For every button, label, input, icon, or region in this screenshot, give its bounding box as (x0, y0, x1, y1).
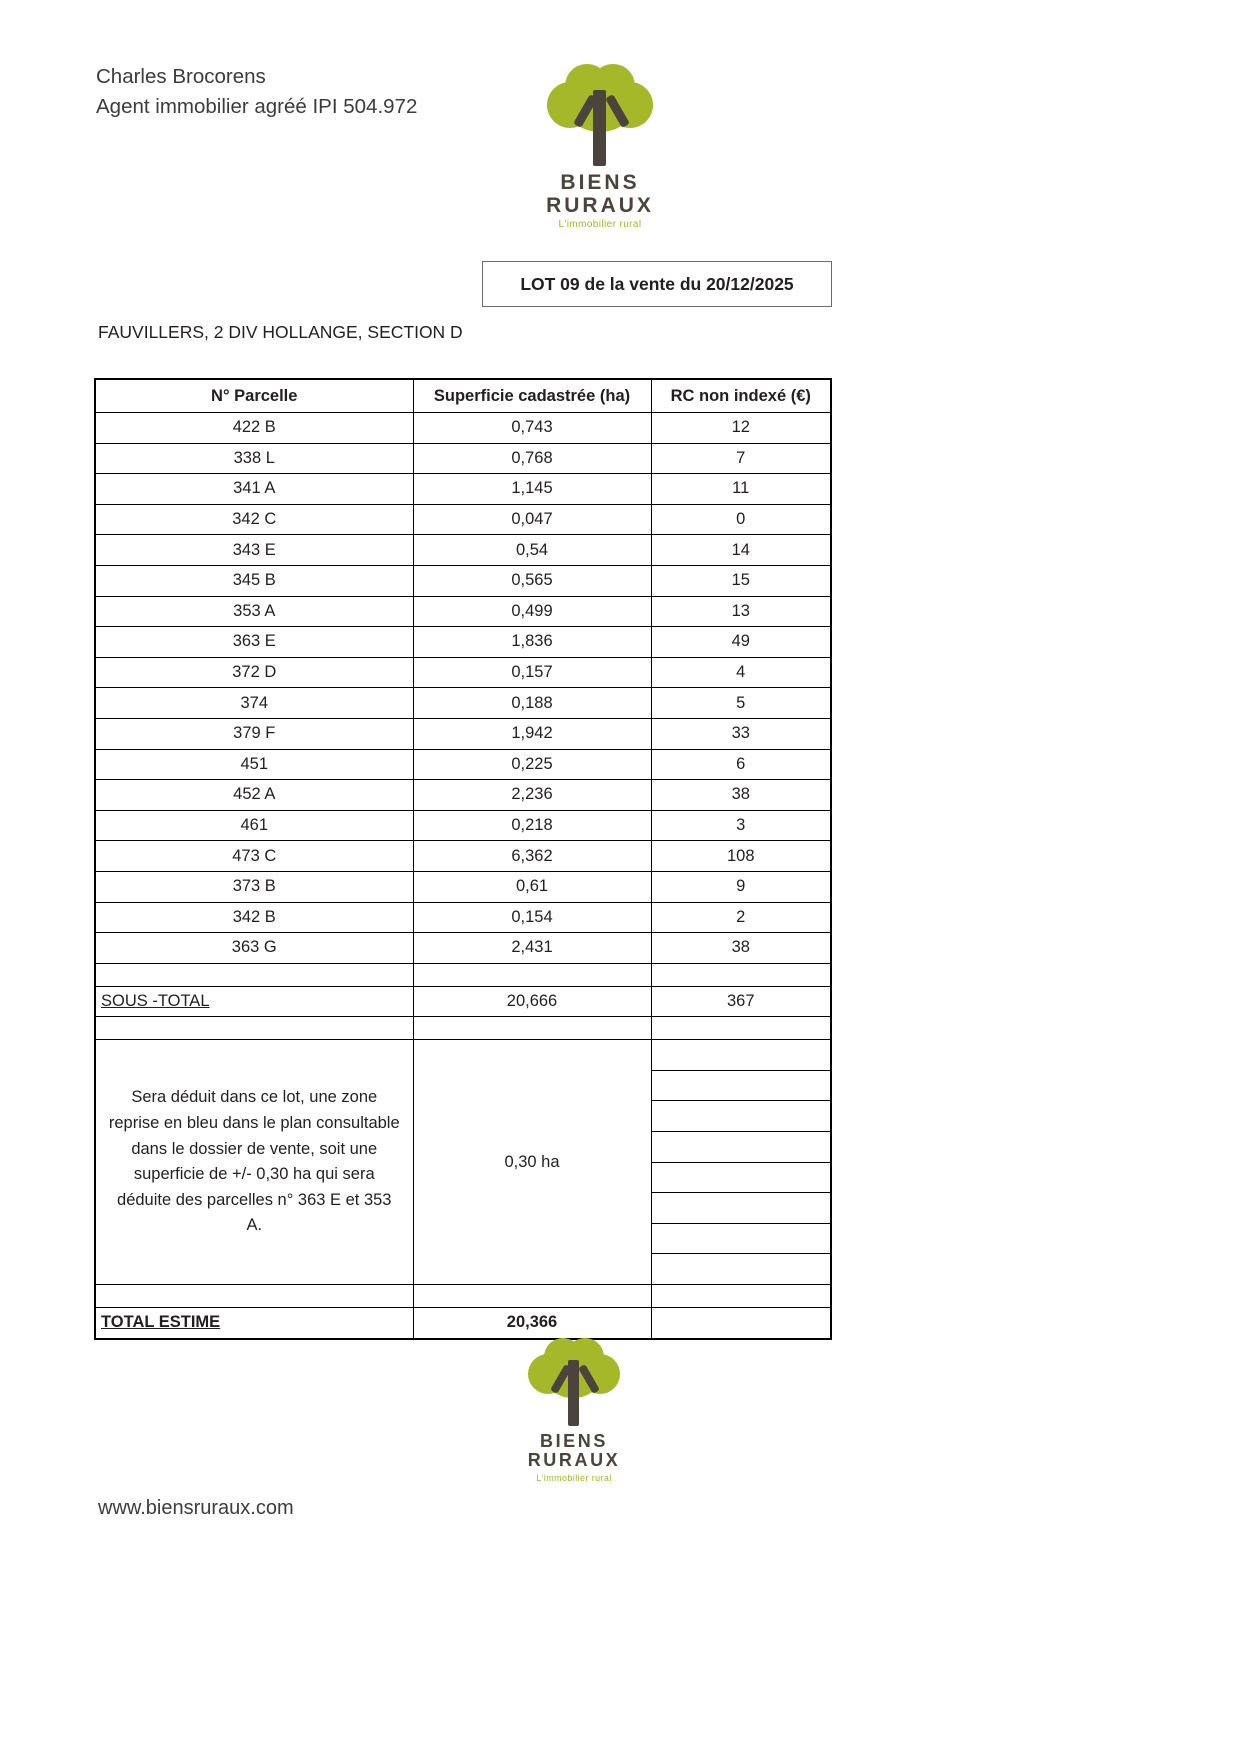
tree-icon (545, 64, 655, 172)
cell-parcelle: 379 F (95, 718, 413, 749)
cell-parcelle: 341 A (95, 474, 413, 505)
table-header-row (95, 379, 831, 413)
cell-superficie: 0,565 (413, 565, 651, 596)
total-rc (651, 1308, 831, 1339)
cell-superficie: 0,225 (413, 749, 651, 780)
footer-logo (474, 1338, 674, 1483)
cell-superficie: 0,047 (413, 504, 651, 535)
cell-superficie: 1,145 (413, 474, 651, 505)
cell-superficie: 0,54 (413, 535, 651, 566)
agent-name: Charles Brocorens (96, 65, 266, 88)
cell-superficie: 1,836 (413, 627, 651, 658)
cell-superficie: 0,188 (413, 688, 651, 719)
footer-logo-name-line1: BIENS (539, 1431, 608, 1451)
table-row (95, 871, 831, 902)
table-spacer-row (95, 1285, 831, 1308)
table-spacer-row (95, 963, 831, 986)
company-logo (530, 64, 670, 230)
cell-parcelle: 342 C (95, 504, 413, 535)
cell-rc: 7 (651, 443, 831, 474)
cell-parcelle: 342 B (95, 902, 413, 933)
cell-superficie: 0,61 (413, 871, 651, 902)
lot-title-text: LOT 09 de la vente du 20/12/2025 (520, 273, 794, 294)
lot-title-box (482, 261, 832, 307)
table-row (95, 565, 831, 596)
logo-name-line2: RURAUX (546, 193, 654, 217)
cell-parcelle: 363 E (95, 627, 413, 658)
cell-rc: 9 (651, 871, 831, 902)
column-header-superficie: Superficie cadastrée (ha) (413, 379, 651, 413)
total-row (95, 1308, 831, 1339)
cell-rc: 49 (651, 627, 831, 658)
cell-rc: 13 (651, 596, 831, 627)
cell-rc: 38 (651, 933, 831, 964)
table-row (95, 933, 831, 964)
agent-subtitle: Agent immobilier agréé IPI 504.972 (96, 94, 418, 118)
cell-rc: 4 (651, 657, 831, 688)
cell-rc: 12 (651, 413, 831, 444)
column-header-rc: RC non indexé (€) (651, 379, 831, 413)
cell-superficie: 0,768 (413, 443, 651, 474)
table-row (95, 749, 831, 780)
cell-rc: 3 (651, 810, 831, 841)
cell-rc: 2 (651, 902, 831, 933)
cell-parcelle: 373 B (95, 871, 413, 902)
table-row (95, 413, 831, 444)
subtotal-superficie: 20,666 (413, 986, 651, 1017)
cell-parcelle: 422 B (95, 413, 413, 444)
tree-icon (526, 1338, 622, 1432)
table-row (95, 627, 831, 658)
cell-rc: 5 (651, 688, 831, 719)
table-row (95, 841, 831, 872)
table-row (95, 596, 831, 627)
footer-logo-tagline: L'immobilier rural (536, 1472, 612, 1483)
cell-parcelle: 374 (95, 688, 413, 719)
cell-rc: 11 (651, 474, 831, 505)
cell-parcelle: 343 E (95, 535, 413, 566)
table-row (95, 718, 831, 749)
location-line: FAUVILLERS, 2 DIV HOLLANGE, SECTION D (98, 322, 463, 342)
table-spacer-row (95, 1017, 831, 1040)
cell-superficie: 1,942 (413, 718, 651, 749)
cell-superficie: 0,157 (413, 657, 651, 688)
cell-superficie: 0,154 (413, 902, 651, 933)
cell-parcelle: 461 (95, 810, 413, 841)
cell-rc: 0 (651, 504, 831, 535)
cell-superficie: 2,431 (413, 933, 651, 964)
cell-parcelle: 372 D (95, 657, 413, 688)
note-value: 0,30 ha (413, 1040, 651, 1285)
table-row (95, 657, 831, 688)
table-row (95, 810, 831, 841)
cell-rc: 6 (651, 749, 831, 780)
cell-superficie: 6,362 (413, 841, 651, 872)
subtotal-label: SOUS -TOTAL (95, 986, 413, 1017)
table-row (95, 780, 831, 811)
total-superficie: 20,366 (413, 1308, 651, 1339)
total-label: TOTAL ESTIME (95, 1308, 413, 1339)
note-row (95, 1040, 831, 1071)
table-row (95, 688, 831, 719)
cell-parcelle: 452 A (95, 780, 413, 811)
table-row (95, 474, 831, 505)
cell-parcelle: 451 (95, 749, 413, 780)
cell-superficie: 0,499 (413, 596, 651, 627)
subtotal-rc: 367 (651, 986, 831, 1017)
cell-rc: 108 (651, 841, 831, 872)
table-row (95, 535, 831, 566)
table-body (95, 413, 831, 1339)
note-text: Sera déduit dans ce lot, une zone reprise en bleu dans le plan consultable dans le dossier de vente, soit une superficie de +/- 0,30 ha qui sera déduite des parcelles n° 363 E et 353 A. (95, 1040, 413, 1285)
logo-name-line1: BIENS (560, 171, 640, 194)
website-url[interactable]: www.biensruraux.com (98, 1497, 294, 1519)
cell-parcelle: 473 C (95, 841, 413, 872)
cell-parcelle: 345 B (95, 565, 413, 596)
logo-tagline: L'immobilier rural (558, 219, 642, 231)
agent-info (96, 62, 417, 121)
cell-parcelle: 353 A (95, 596, 413, 627)
cell-parcelle: 338 L (95, 443, 413, 474)
table-row (95, 902, 831, 933)
cell-rc: 33 (651, 718, 831, 749)
parcels-table-wrapper (94, 378, 830, 1340)
cell-superficie: 2,236 (413, 780, 651, 811)
parcels-table (94, 378, 832, 1340)
cell-superficie: 0,743 (413, 413, 651, 444)
footer-logo-name-line2: RURAUX (527, 1450, 621, 1471)
column-header-parcelle: N° Parcelle (95, 379, 413, 413)
cell-rc: 15 (651, 565, 831, 596)
document-header (96, 62, 1146, 242)
table-row (95, 504, 831, 535)
cell-parcelle: 363 G (95, 933, 413, 964)
cell-superficie: 0,218 (413, 810, 651, 841)
cell-rc: 14 (651, 535, 831, 566)
table-row (95, 443, 831, 474)
cell-rc: 38 (651, 780, 831, 811)
subtotal-row (95, 986, 831, 1017)
